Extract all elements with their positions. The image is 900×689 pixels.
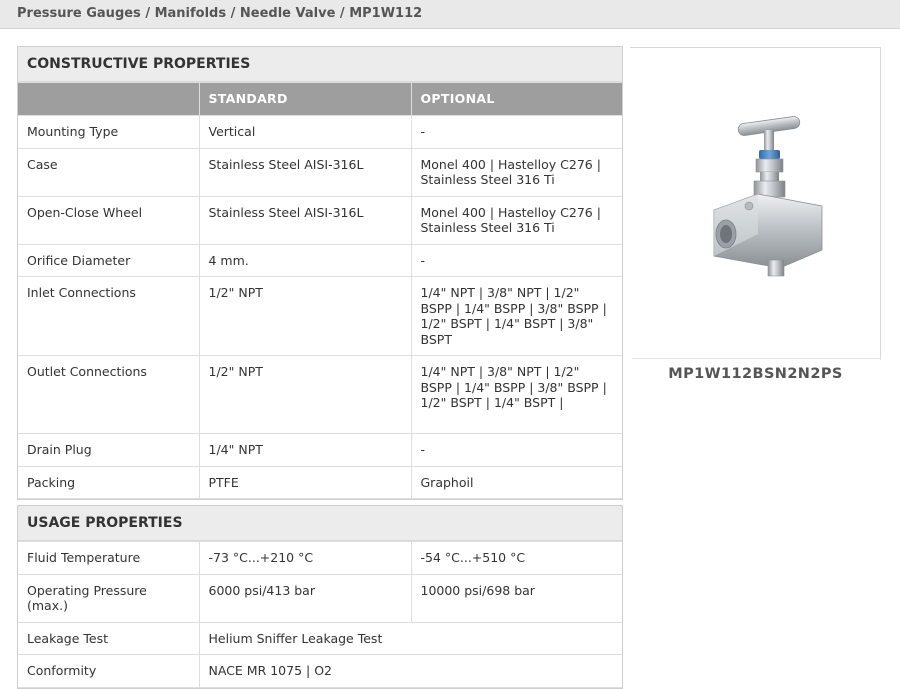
table-row: [18, 434, 622, 467]
table-row: [18, 574, 622, 622]
table-header-row: [18, 83, 622, 116]
standard-value: 4 mm.: [199, 244, 411, 277]
standard-value: Vertical: [199, 116, 411, 149]
usage-properties-table: [18, 541, 622, 688]
optional-value: 10000 psi/698 bar: [411, 574, 622, 622]
property-label: Case: [18, 148, 199, 196]
table-row: [18, 622, 622, 655]
standard-value: NACE MR 1075 | O2: [199, 655, 622, 688]
table-row: [18, 356, 622, 434]
property-label: Operating Pressure (max.): [18, 574, 199, 622]
breadcrumb[interactable]: Pressure Gauges / Manifolds / Needle Valve / MP1W112: [17, 6, 423, 21]
standard-value: 1/2" NPT: [199, 356, 411, 434]
usage-properties-section: [17, 505, 623, 689]
standard-value: PTFE: [199, 466, 411, 499]
table-row: [18, 196, 622, 244]
optional-value: -: [411, 244, 622, 277]
header-blank: [18, 83, 199, 116]
breadcrumb-bar: [0, 0, 900, 29]
property-label: Leakage Test: [18, 622, 199, 655]
table-row: [18, 116, 622, 149]
optional-value: Monel 400 | Hastelloy C276 | Stainless Steel 316 Ti: [411, 148, 622, 196]
optional-value: Monel 400 | Hastelloy C276 | Stainless Steel 316 Ti: [411, 196, 622, 244]
table-row: [18, 466, 622, 499]
header-optional: OPTIONAL: [411, 83, 622, 116]
standard-value: 1/4" NPT: [199, 434, 411, 467]
optional-value: -54 °C...+510 °C: [411, 542, 622, 575]
standard-value: Stainless Steel AISI-316L: [199, 196, 411, 244]
table-row: [18, 655, 622, 688]
constructive-properties-table: [18, 82, 622, 499]
property-label: Outlet Connections: [18, 356, 199, 434]
optional-value: 1/4" NPT | 3/8" NPT | 1/2" BSPP | 1/4" BSPP | 3/8" BSPP | 1/2" BSPT | 1/4" BSPT |: [411, 356, 622, 434]
table-row: [18, 277, 622, 356]
property-label: Orifice Diameter: [18, 244, 199, 277]
table-row: [18, 148, 622, 196]
property-label: Open-Close Wheel: [18, 196, 199, 244]
optional-value: -: [411, 434, 622, 467]
property-label: Conformity: [18, 655, 199, 688]
standard-value: -73 °C...+210 °C: [199, 542, 411, 575]
standard-value: 6000 psi/413 bar: [199, 574, 411, 622]
usage-properties-title: USAGE PROPERTIES: [18, 506, 622, 541]
constructive-properties-section: [17, 46, 623, 500]
constructive-properties-title: CONSTRUCTIVE PROPERTIES: [18, 47, 622, 82]
table-row: [18, 244, 622, 277]
property-label: Inlet Connections: [18, 277, 199, 356]
product-code: MP1W112BSN2N2PS: [668, 366, 843, 382]
property-label: Packing: [18, 466, 199, 499]
property-label: Drain Plug: [18, 434, 199, 467]
standard-value: Helium Sniffer Leakage Test: [199, 622, 622, 655]
standard-value: 1/2" NPT: [199, 277, 411, 356]
divider: [632, 358, 881, 359]
property-label: Fluid Temperature: [18, 542, 199, 575]
standard-value: Stainless Steel AISI-316L: [199, 148, 411, 196]
optional-value: -: [411, 116, 622, 149]
optional-value: 1/4" NPT | 3/8" NPT | 1/2" BSPP | 1/4" BSPP | 3/8" BSPP | 1/2" BSPT | 1/4" BSPT | 3/8" BSPT: [411, 277, 622, 356]
needle-valve-image[interactable]: [700, 110, 825, 285]
needle-valve-icon: [700, 110, 825, 285]
table-row: [18, 542, 622, 575]
optional-value: Graphoil: [411, 466, 622, 499]
property-label: Mounting Type: [18, 116, 199, 149]
header-standard: STANDARD: [199, 83, 411, 116]
